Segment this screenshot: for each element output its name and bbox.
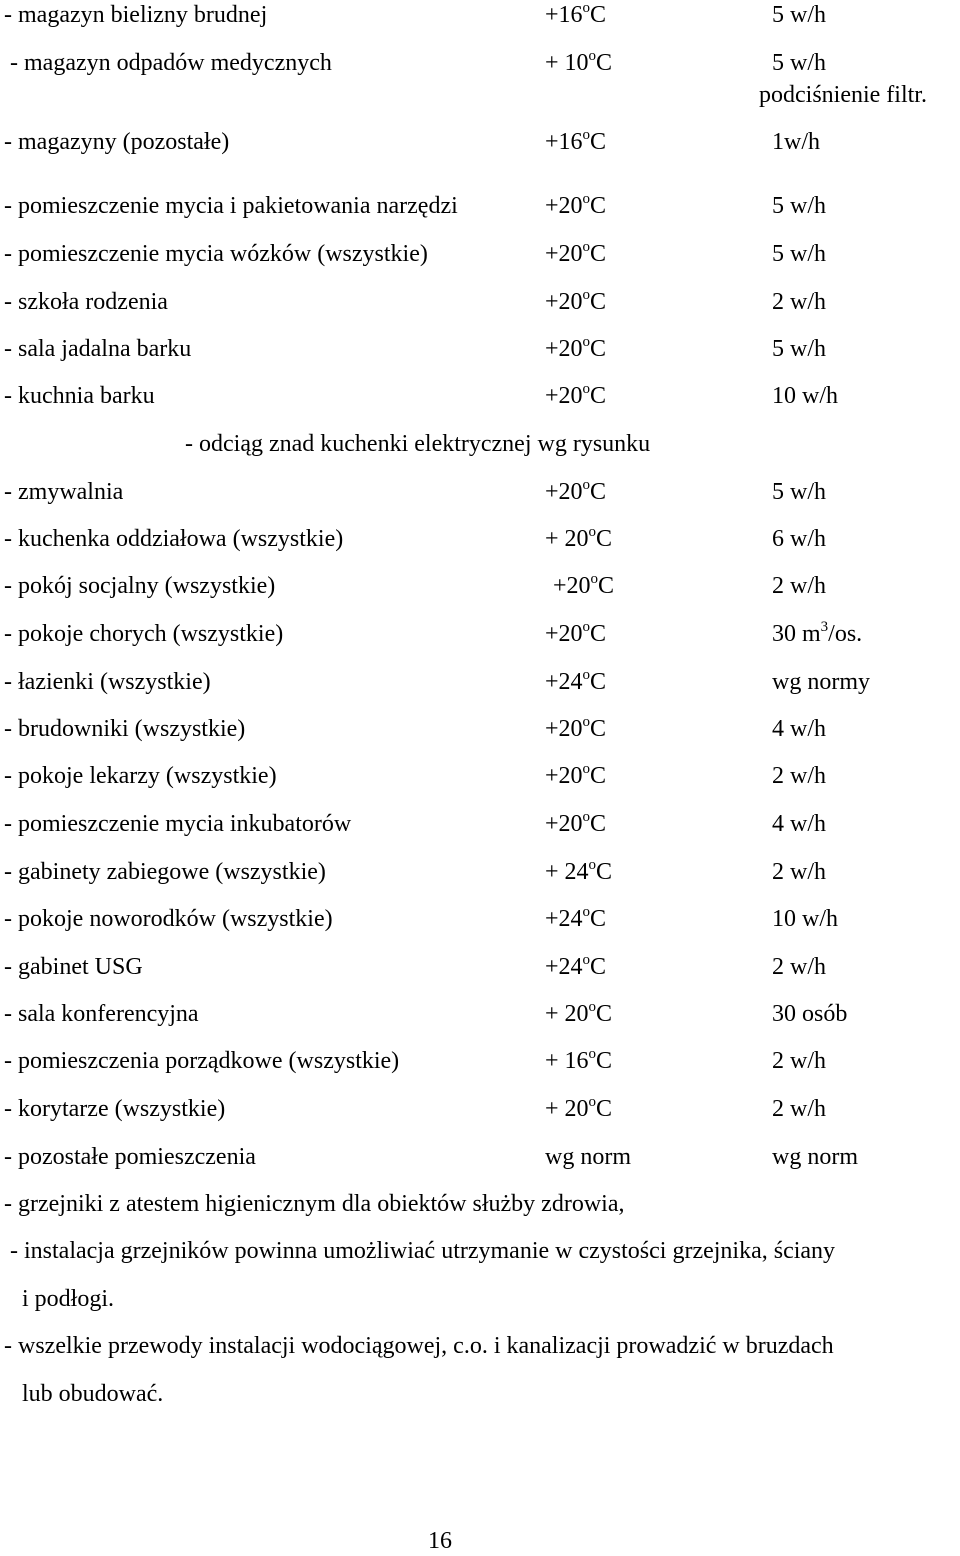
room-name: - magazyn odpadów medycznych [10,50,332,76]
air-exchange: 2 w/h [772,954,826,980]
table-row [0,714,960,744]
temperature: $+24^oC$ [545,952,607,980]
table-row [0,524,960,554]
table-row [0,571,960,601]
air-exchange: 2 w/h [772,1048,826,1074]
room-name: - pomieszczenia porządkowe (wszystkie) [4,1048,400,1074]
temperature: $+20^oC$ [545,287,607,315]
table-row [0,334,960,364]
table-row [0,127,960,157]
air-exchange: 10 w/h [772,383,838,409]
room-name: - pokoje noworodków (wszystkie) [4,906,333,932]
temperature: + $20^oC$ [545,999,613,1027]
temperature: $+20^oC$ [545,334,607,362]
room-name: - pozostałe pomieszczenia [4,1144,256,1170]
air-exchange: 6 w/h [772,526,826,552]
table-row [0,952,960,982]
paragraph-line: - instalacja grzejników powinna umożliwiać utrzymanie w czystości grzejnika, ściany [10,1238,836,1264]
room-name: - pomieszczenie mycia wózków (wszystkie) [4,241,428,267]
room-name: - łazienki (wszystkie) [4,669,211,695]
air-exchange: 5 w/h [772,2,826,28]
air-exchange: 2 w/h [772,573,826,599]
room-name: - kuchenka oddziałowa (wszystkie) [4,526,344,552]
room-name: - pokoje chorych (wszystkie) [4,621,284,647]
table-row [0,287,960,317]
row-note: podciśnienie filtr. [759,82,927,108]
air-exchange: 5 w/h [772,479,826,505]
air-exchange: 2 w/h [772,763,826,789]
air-exchange: 5 w/h [772,241,826,267]
temperature: $+20^oC$ [553,571,615,599]
air-exchange: 30 osób [772,1001,848,1027]
temperature: + $24^oC$ [545,857,613,885]
table-row [0,1094,960,1124]
room-name: - pokoje lekarzy (wszystkie) [4,763,277,789]
room-name: - pokój socjalny (wszystkie) [4,573,276,599]
table-row [0,239,960,269]
air-exchange: 5 w/h [772,336,826,362]
temperature: + $16^oC$ [545,1046,613,1074]
room-name: - szkoła rodzenia [4,289,168,315]
temperature: $+20^oC$ [545,714,607,742]
temperature: $+20^oC$ [545,619,607,647]
table-row [0,999,960,1029]
air-exchange: 4 w/h [772,716,826,742]
table-row [0,619,960,649]
air-exchange: 5 w/h [772,50,826,76]
air-exchange: wg normy [772,669,870,695]
table-row [0,809,960,839]
room-name: - kuchnia barku [4,383,155,409]
temperature: $+24^oC$ [545,667,607,695]
air-exchange: 10 w/h [772,906,838,932]
room-name: - magazyny (pozostałe) [4,129,230,155]
air-exchange: 2 w/h [772,289,826,315]
kitchen-note: - odciąg znad kuchenki elektrycznej wg rysunku [185,431,651,457]
temperature: $+16^oC$ [545,127,607,155]
temperature: $+24^oC$ [545,904,607,932]
table-row [0,667,960,697]
room-name: - pomieszczenie mycia inkubatorów [4,811,352,837]
air-exchange: 1w/h [772,129,820,155]
table-row [0,477,960,507]
table-row [0,857,960,887]
room-name: - magazyn bielizny brudnej [4,2,268,28]
air-exchange: 2 w/h [772,1096,826,1122]
table-row [0,191,960,221]
temperature: $+20^oC$ [545,761,607,789]
table-row [0,904,960,934]
temperature: + $10^oC$ [545,48,613,76]
temperature: wg norm [545,1144,631,1170]
table-row [0,1046,960,1076]
room-name: - gabinety zabiegowe (wszystkie) [4,859,326,885]
temperature: $+20^oC$ [545,477,607,505]
page-number: 16 [428,1528,452,1554]
table-row [0,761,960,791]
table-row [0,48,960,78]
paragraph-line: - wszelkie przewody instalacji wodociągowej, c.o. i kanalizacji prowadzić w bruzdach [4,1333,834,1359]
temperature: + $20^oC$ [545,524,613,552]
paragraph-line: i podłogi. [22,1286,115,1312]
room-name: - gabinet USG [4,954,143,980]
temperature: $+16^oC$ [545,0,607,28]
paragraph-line: lub obudować. [22,1381,164,1407]
room-name: - sala konferencyjna [4,1001,199,1027]
temperature: + $20^oC$ [545,1094,613,1122]
temperature: $+20^oC$ [545,809,607,837]
room-name: - brudowniki (wszystkie) [4,716,246,742]
table-row [0,1142,960,1172]
temperature: $+20^oC$ [545,381,607,409]
table-row [0,381,960,411]
air-exchange: 4 w/h [772,811,826,837]
room-name: - zmywalnia [4,479,124,505]
temperature: $+20^oC$ [545,191,607,219]
paragraph-line: - grzejniki z atestem higienicznym dla obiektów służby zdrowia, [4,1191,625,1217]
temperature: $+20^oC$ [545,239,607,267]
table-row [0,0,960,30]
room-name: - pomieszczenie mycia i pakietowania narzędzi [4,193,458,219]
air-exchange: wg norm [772,1144,858,1170]
air-exchange: 5 w/h [772,193,826,219]
room-name: - korytarze (wszystkie) [4,1096,226,1122]
room-name: - sala jadalna barku [4,336,192,362]
air-exchange: 30 $m^3/os$. [772,619,863,647]
air-exchange: 2 w/h [772,859,826,885]
